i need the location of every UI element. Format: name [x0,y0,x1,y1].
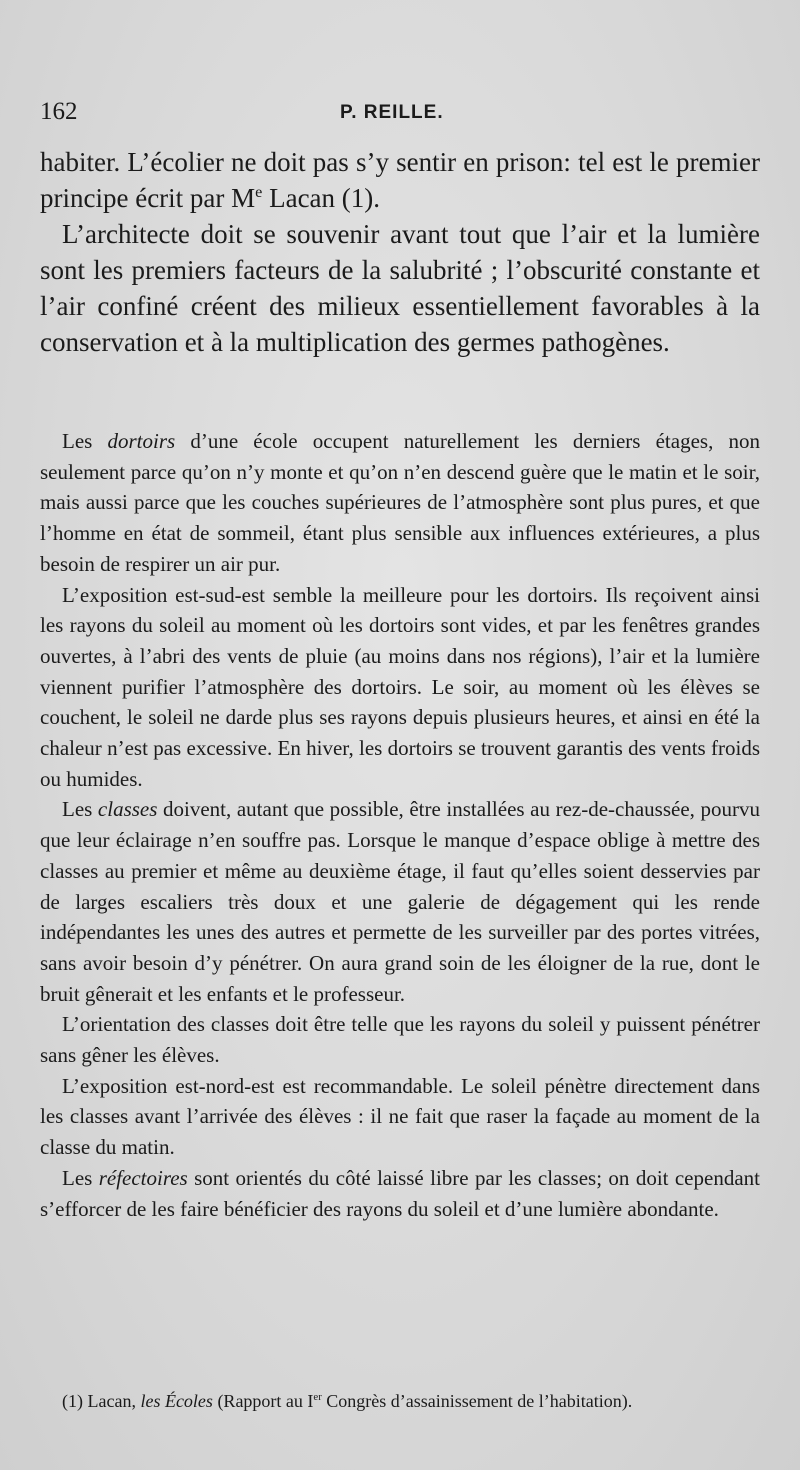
paragraph-refectoires [40,1163,760,1224]
superscript: e [255,183,263,201]
italic-term: classes [97,797,158,822]
paragraph: L’architecte doit se souvenir avant tout que l’air et la lumière sont les premiers facteurs de la salubrité ; l’obscurité constante et l’air confiné créent des milieux essentiellement favorables à la conservation et à la multiplication des germes pathogènes. [40,219,760,357]
paragraph-dortoirs [40,426,760,580]
main-section [40,426,760,1224]
paragraph-est-nord-est: L’exposition est-nord-est est recommandable. Le soleil pénètre directement dans les classes avant l’arrivée des élèves : il ne fait que raser la façade au moment de la classe du matin. [40,1073,760,1160]
italic-term: dortoirs [107,429,176,453]
paragraph-text: d’une école occupent naturellement les derniers étages, non seulement parce qu’on n’y monte et qu’on n’en descend guère que le matin et le soir, mais aussi parce que les couches supérieures de l’atmosphère sont plus pures, et que l’homme en état de sommeil, étant plus sensible aux influences extérieures, a plus besoin de respirer un air pur. [40,429,760,576]
paragraph-text: Les [62,429,108,453]
page-header [40,98,760,138]
footnote-part: (1) Lacan, [62,1391,141,1411]
italic-title: les Écoles [140,1391,213,1411]
paragraph-text: sont orientés du côté laissé libre par les classes; on doit cependant s’efforcer de les faire bénéficier des rayons du soleil et d’une lumière abondante. [40,1165,760,1221]
paragraph-text: Les [62,797,98,822]
paragraph-text: Lacan (1). [262,183,381,213]
paragraph-classes [40,794,760,1009]
footnote-text [40,1390,760,1412]
running-head: P. REILLE. [340,102,444,123]
footnote [40,1390,760,1412]
superscript: er [313,1391,322,1403]
intro-section [40,144,760,360]
page-number: 162 [40,98,78,125]
footnote-part: Congrès d’assainissement de l’habitation). [321,1391,633,1411]
paragraph [40,144,760,216]
paragraph-orientation: L’orientation des classes doit être telle que les rayons du soleil y puissent pénétrer sans gêner les élèves. [40,1012,760,1068]
paragraph-exposition: L’exposition est-sud-est semble la meilleure pour les dortoirs. Ils reçoivent ainsi les rayons du soleil au moment où les dortoirs sont vides, et par les fenêtres grandes ouvertes, à l’abri des vents de pluie (au moins dans nos régions), l’air et la lumière viennent purifier l’atmosphère des dortoirs. Le soir, au moment où les élèves se couchent, le soleil ne darde plus ses rayons depuis plusieurs heures, et ainsi en été la chaleur n’est pas excessive. En hiver, les dortoirs se trouvent garantis des vents froids ou humides. [40,582,760,791]
italic-term: réfectoires [98,1165,188,1190]
paragraph-text: Les [62,1165,99,1190]
footnote-part: (Rapport au I [212,1391,314,1411]
paragraph-text: doivent, autant que possible, être installées au rez-de-chaussée, pourvu que leur éclairage n’en souffre pas. Lorsque le manque d’espace oblige à mettre des classes au premier et même au deuxième étage, il faut qu’elles soient desservies par de larges escaliers très doux et une galerie de dégagement qui les rende indépendantes les unes des autres et permette de les surveiller par des portes vitrées, sans avoir besoin d’y pénétrer. On aura grand soin de les éloigner de la rue, dont le bruit gênerait et les enfants et le professeur. [40,797,760,1006]
paragraph-text: habiter. L’écolier ne doit pas s’y sentir en prison: tel est le premier principe écrit par M [40,147,760,213]
